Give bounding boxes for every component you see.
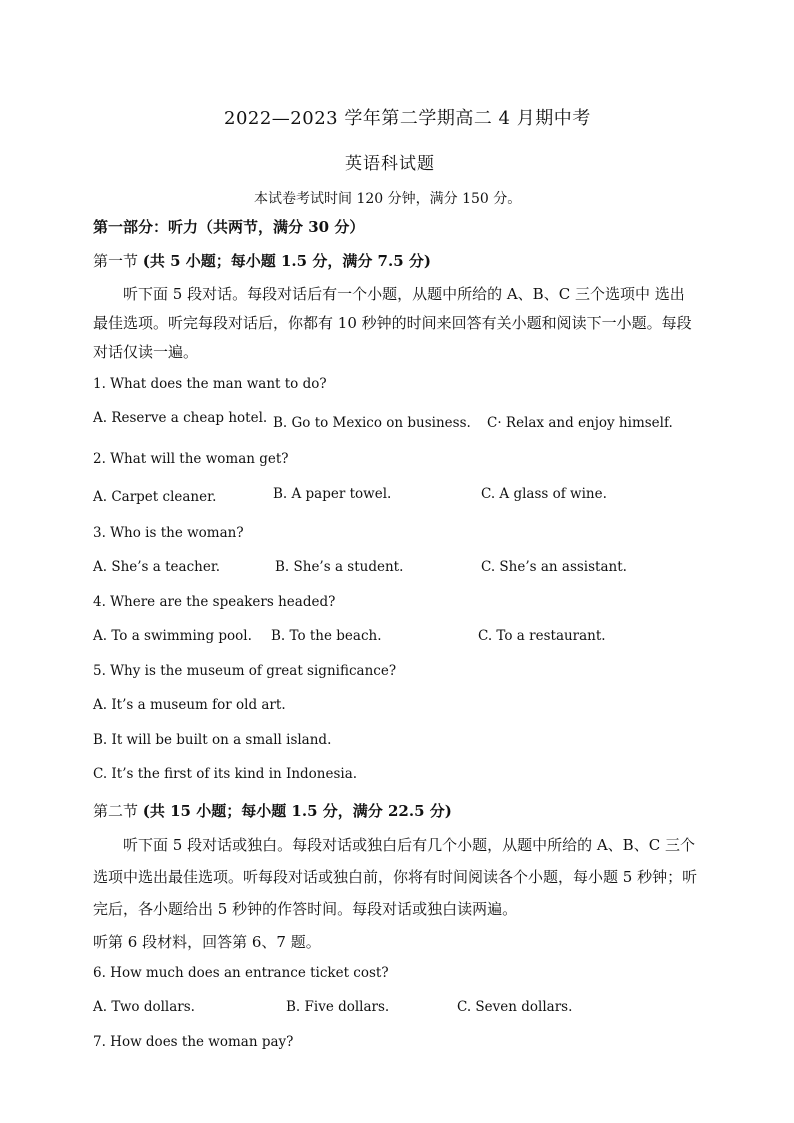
q1-option-c: C· Relax and enjoy himself.	[487, 415, 673, 431]
question-1: 1. What does the man want to do?	[93, 376, 327, 392]
q1-option-b: B. Go to Mexico on business.	[273, 415, 471, 431]
q4-option-b: B. To the beach.	[271, 628, 382, 644]
q6-option-c: C. Seven dollars.	[457, 999, 573, 1015]
question-4: 4. Where are the speakers headed?	[93, 594, 336, 610]
section1-instructions	[93, 280, 699, 367]
exam-subtitle: 英语科试题	[345, 154, 435, 174]
q5-option-a: A. It’s a museum for old art.	[93, 697, 286, 713]
section2-prefix: 第二节	[93, 802, 139, 820]
q2-option-b: B. A paper towel.	[273, 486, 392, 502]
question-2: 2. What will the woman get?	[93, 451, 289, 467]
question-5: 5. Why is the museum of great significance?	[93, 663, 397, 679]
section1-detail: (共 5 小题；每小题 1.5 分，满分 7.5 分)	[142, 252, 431, 270]
section2-instructions-line1: 听下面 5 段对话或独白。每段对话或独白后有几个小题，从题中所给的 A、B、C	[123, 836, 661, 854]
section1-instructions-line1: 听下面 5 段对话。每段对话后有一个小题，从题中所给的 A、B、C 三个选项中	[123, 285, 650, 303]
exam-time-note: 本试卷考试时间 120 分钟，满分 150 分。	[254, 191, 522, 207]
section2-detail: (共 15 小题；每小题 1.5 分，满分 22.5 分)	[142, 802, 452, 820]
q5-option-b: B. It will be built on a small island.	[93, 732, 332, 748]
section2-heading	[93, 800, 452, 821]
part1-heading: 第一部分：听力（共两节，满分 30 分）	[93, 218, 365, 236]
section2-instructions-rest: 三个选项中选出最佳选项。听每段对话或独白前，你将有时间阅读各个小题，每小题 5 秒钟；听完后，各小题给出 5 秒钟的作答时间。每段对话或独白读两遍。	[93, 836, 698, 918]
section1-heading	[93, 250, 431, 271]
q2-option-a: A. Carpet cleaner.	[93, 489, 217, 505]
q4-option-a: A. To a swimming pool.	[93, 628, 252, 644]
exam-title: 2022—2023 学年第二学期高二 4 月期中考	[224, 108, 591, 129]
q1-option-a: A. Reserve a cheap hotel.	[93, 410, 268, 426]
question-3: 3. Who is the woman?	[93, 525, 244, 541]
question-7: 7. How does the woman pay?	[93, 1034, 294, 1050]
q5-option-c: C. It’s the first of its kind in Indonesia.	[93, 766, 358, 782]
q3-option-c: C. She’s an assistant.	[481, 559, 627, 575]
section1-prefix: 第一节	[93, 252, 139, 270]
q4-option-c: C. To a restaurant.	[478, 628, 606, 644]
q3-option-a: A. She’s a teacher.	[93, 559, 221, 575]
section1-instructions-rest: 选出最佳选项。听完每段对话后，你都有 10 秒钟的时间来回答有关小题和阅读下一小题。每段对话仅读一遍。	[93, 285, 692, 361]
question-6: 6. How much does an entrance ticket cost?	[93, 965, 389, 981]
material-6-intro: 听第 6 段材料，回答第 6、7 题。	[93, 933, 321, 951]
q6-option-a: A. Two dollars.	[93, 999, 195, 1015]
q6-option-b: B. Five dollars.	[286, 999, 390, 1015]
q3-option-b: B. She’s a student.	[275, 559, 404, 575]
q2-option-c: C. A glass of wine.	[481, 486, 607, 502]
section2-instructions	[93, 829, 699, 925]
